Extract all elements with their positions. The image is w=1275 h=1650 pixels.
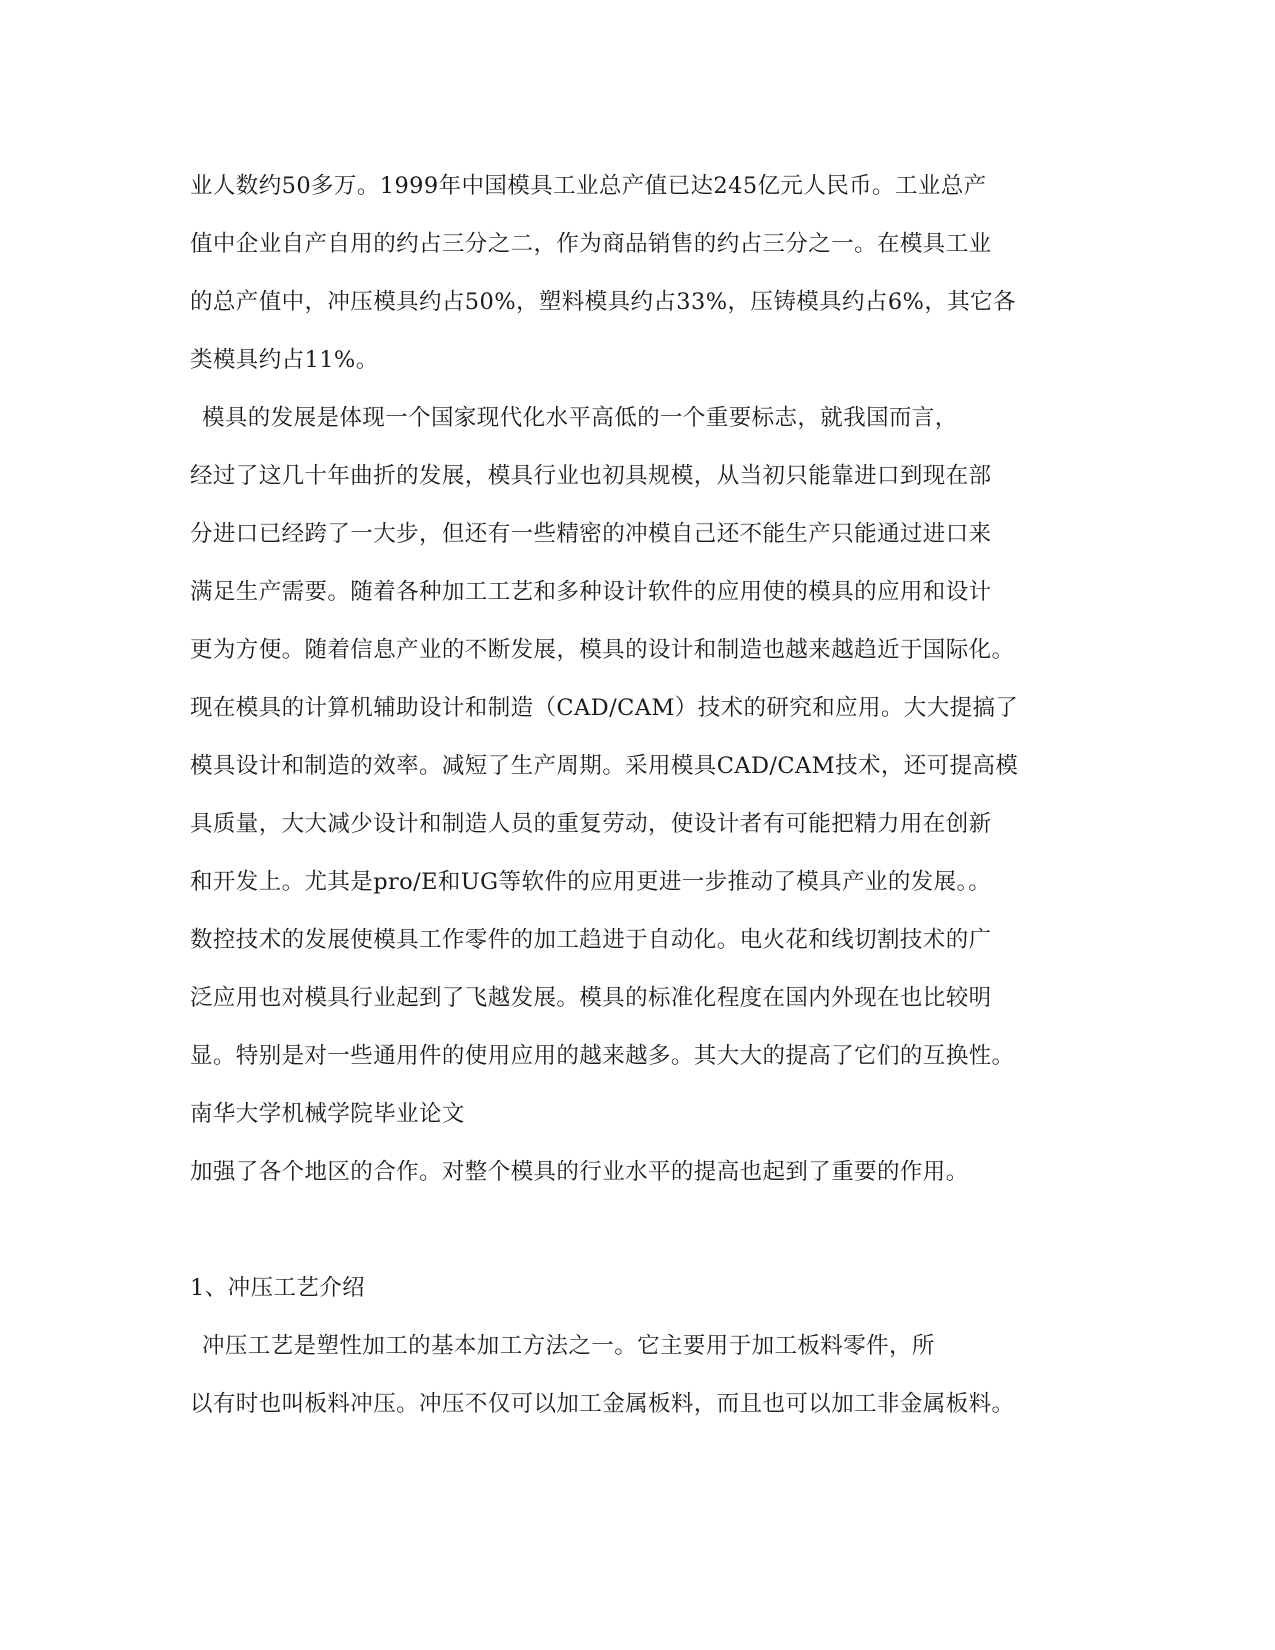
text-line: 数控技术的发展使模具工作零件的加工趋进于自动化。电火花和线切割技术的广 bbox=[190, 927, 992, 953]
text-line: 加强了各个地区的合作。对整个模具的行业水平的提高也起到了重要的作用。 bbox=[190, 1159, 969, 1185]
text-line: 模具设计和制造的效率。减短了生产周期。采用模具CAD/CAM技术，还可提高模 bbox=[190, 753, 1019, 779]
text-line: 值中企业自产自用的约占三分之二，作为商品销售的约占三分之一。在模具工业 bbox=[190, 231, 992, 257]
text-line: 现在模具的计算机辅助设计和制造（CAD/CAM）技术的研究和应用。大大提搞了 bbox=[190, 695, 1019, 721]
text-line: 显。特别是对一些通用件的使用应用的越来越多。其大大的提高了它们的互换性。 bbox=[190, 1043, 1015, 1069]
text-line: 类模具约占11%。 bbox=[190, 347, 379, 373]
text-line: 具质量，大大减少设计和制造人员的重复劳动，使设计者有可能把精力用在创新 bbox=[190, 811, 992, 837]
text-line: 和开发上。尤其是pro/E和UG等软件的应用更进一步推动了模具产业的发展。。 bbox=[190, 869, 992, 895]
paragraph-first-line: 冲压工艺是塑性加工的基本加工方法之一。它主要用于加工板料零件，所 bbox=[202, 1333, 935, 1359]
text-line: 经过了这几十年曲折的发展，模具行业也初具规模，从当初只能靠进口到现在部 bbox=[190, 463, 992, 489]
text-line: 满足生产需要。随着各种加工工艺和多种设计软件的应用使的模具的应用和设计 bbox=[190, 579, 992, 605]
text-line: 分进口已经跨了一大步，但还有一些精密的冲模自己还不能生产只能通过进口来 bbox=[190, 521, 992, 547]
text-line: 业人数约50多万。1999年中国模具工业总产值已达245亿元人民币。工业总产 bbox=[190, 173, 987, 199]
text-line: 泛应用也对模具行业起到了飞越发展。模具的标准化程度在国内外现在也比较明 bbox=[190, 985, 992, 1011]
running-header: 南华大学机械学院毕业论文 bbox=[190, 1101, 465, 1127]
paragraph-first-line: 模具的发展是体现一个国家现代化水平高低的一个重要标志，就我国而言， bbox=[202, 405, 958, 431]
text-line: 以有时也叫板料冲压。冲压不仅可以加工金属板料，而且也可以加工非金属板料。 bbox=[190, 1391, 1015, 1417]
text-line: 更为方便。随着信息产业的不断发展，模具的设计和制造也越来越趋近于国际化。 bbox=[190, 637, 1015, 663]
text-line: 的总产值中，冲压模具约占50%，塑料模具约占33%，压铸模具约占6%，其它各 bbox=[190, 289, 1016, 315]
section-heading: 1、冲压工艺介绍 bbox=[190, 1275, 366, 1301]
